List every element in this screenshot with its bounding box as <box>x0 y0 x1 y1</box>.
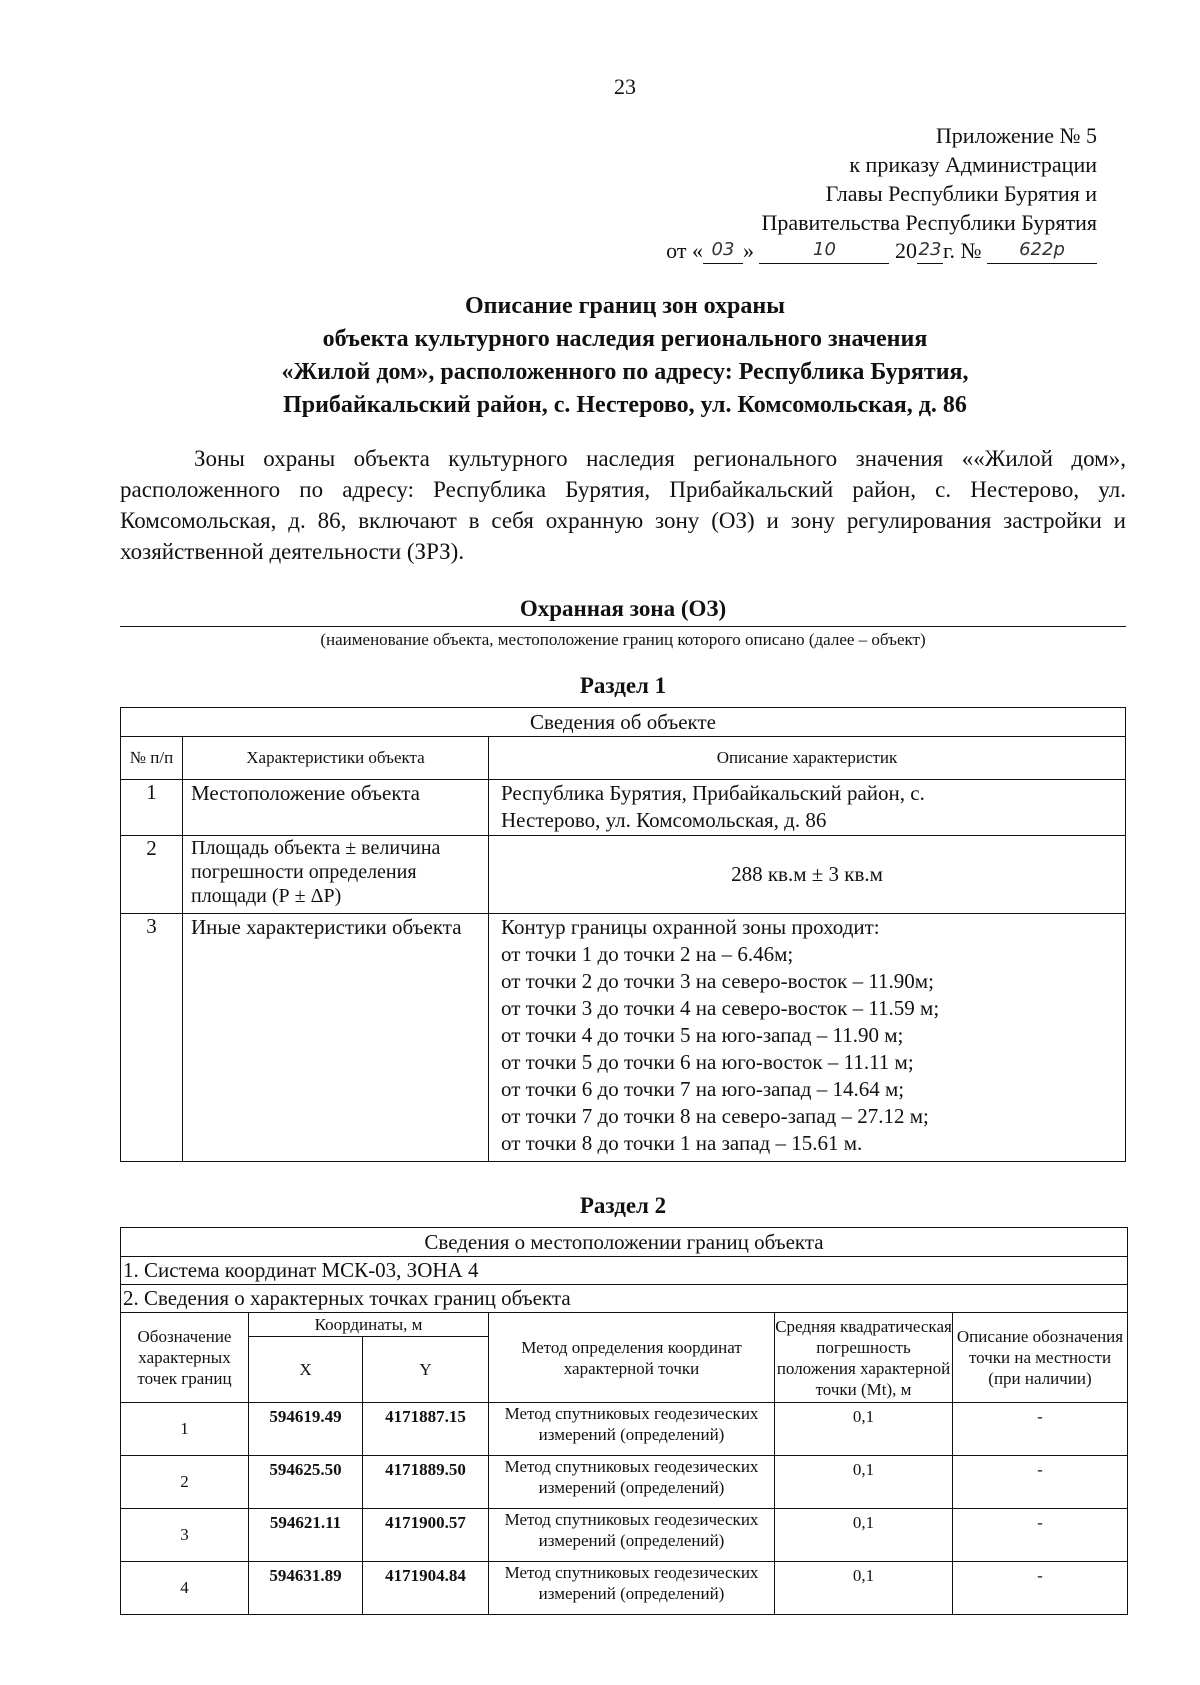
section1-title: Раздел 1 <box>579 673 667 698</box>
description-line: от точки 8 до точки 1 на запад – 15.61 м. <box>501 1131 863 1155</box>
section2-header: Сведения о местоположении границ объекта <box>121 1228 1128 1257</box>
coord-y: 4171887.15 <box>363 1403 489 1456</box>
table-row <box>121 1562 1128 1615</box>
row-characteristic: Иные характеристики объекта <box>183 914 489 1162</box>
description-line: Нестерово, ул. Комсомольская, д. 86 <box>501 808 827 832</box>
row-num: 3 <box>121 914 183 1162</box>
appendix-line: к приказу Администрации <box>849 152 1097 177</box>
error-value: 0,1 <box>775 1562 953 1615</box>
coord-system-row: 1. Система координат МСК-03, ЗОНА 4 <box>121 1257 1128 1285</box>
row-description <box>489 914 1126 1162</box>
description-line: Республика Бурятия, Прибайкальский район, с. <box>501 781 925 805</box>
year-prefix: 20 <box>894 238 917 263</box>
title-line: Прибайкальский район, с. Нестерово, ул. Комсомольская, д. 86 <box>283 392 967 418</box>
method: Метод спутниковых геодезических измерений (определений) <box>489 1403 775 1456</box>
description-line: от точки 3 до точки 4 на северо-восток – 11.59 м; <box>501 996 940 1020</box>
title-line: Описание границ зон охраны <box>465 293 785 319</box>
table-row <box>121 1456 1128 1509</box>
description-line: от точки 2 до точки 3 на северо-восток – 11.90м; <box>501 969 934 993</box>
method: Метод спутниковых геодезических измерений (определений) <box>489 1456 775 1509</box>
point-id: 1 <box>121 1403 249 1456</box>
col-note-header: Описание обозначения точки на местности (при наличии) <box>953 1313 1128 1403</box>
quote-close: » <box>742 238 754 263</box>
description-line: от точки 5 до точки 6 на юго-восток – 11.11 м; <box>501 1050 914 1074</box>
day-value: 03 <box>703 239 743 264</box>
col-desc-header: Описание характеристик <box>489 737 1126 780</box>
row-description: 288 кв.м ± 3 кв.м <box>489 836 1126 914</box>
coord-y: 4171904.84 <box>363 1562 489 1615</box>
point-id: 4 <box>121 1562 249 1615</box>
col-error-header: Средняя квадратическая погрешность положения характерной точки (Mt), м <box>775 1313 953 1403</box>
col-y-header: Y <box>363 1337 489 1403</box>
coord-y: 4171900.57 <box>363 1509 489 1562</box>
from-label: от « <box>666 238 703 263</box>
points-header-row: 2. Сведения о характерных точках границ объекта <box>121 1285 1128 1313</box>
col-coords-header: Координаты, м <box>249 1313 489 1337</box>
section2-title: Раздел 2 <box>579 1193 667 1218</box>
description-line: от точки 4 до точки 5 на юго-запад – 11.90 м; <box>501 1023 904 1047</box>
description-line: Контур границы охранной зоны проходит: <box>501 915 880 939</box>
coord-y: 4171889.50 <box>363 1456 489 1509</box>
document-title <box>120 290 1130 422</box>
description-line: от точки 6 до точки 7 на юго-запад – 14.64 м; <box>501 1077 905 1101</box>
table-row <box>121 1403 1128 1456</box>
appendix-line: Главы Республики Бурятия и <box>825 181 1097 206</box>
row-num: 1 <box>121 780 183 836</box>
zone-caption: (наименование объекта, местоположение границ которого описано (далее – объект) <box>320 630 926 649</box>
note-value: - <box>953 1403 1128 1456</box>
description-line: от точки 1 до точки 2 на – 6.46м; <box>501 942 794 966</box>
page-number: 23 <box>614 74 636 99</box>
error-value: 0,1 <box>775 1509 953 1562</box>
order-date-number-line <box>666 238 1097 264</box>
col-num-header: № п/п <box>121 737 183 780</box>
section1-table <box>120 707 1126 1162</box>
title-line: объекта культурного наследия регионального значения <box>322 326 928 352</box>
month-value: 10 <box>759 239 889 264</box>
point-id: 3 <box>121 1509 249 1562</box>
description-line: от точки 7 до точки 8 на северо-запад – 27.12 м; <box>501 1104 929 1128</box>
col-x-header: X <box>249 1337 363 1403</box>
note-value: - <box>953 1562 1128 1615</box>
method: Метод спутниковых геодезических измерений (определений) <box>489 1562 775 1615</box>
col-point-header: Обозначение характерных точек границ <box>121 1313 249 1403</box>
row-characteristic: Площадь объекта ± величина погрешности определения площади (Р ± ΔР) <box>183 836 489 914</box>
coord-x: 594625.50 <box>249 1456 363 1509</box>
col-method-header: Метод определения координат характерной точки <box>489 1313 775 1403</box>
year-suffix: 23 <box>917 239 943 264</box>
year-label: г. № <box>942 238 982 263</box>
title-line: «Жилой дом», расположенного по адресу: Республика Бурятия, <box>281 359 969 385</box>
col-char-header: Характеристики объекта <box>183 737 489 780</box>
row-description <box>489 780 1126 836</box>
zone-title: Охранная зона (ОЗ) <box>519 596 727 621</box>
row-characteristic: Местоположение объекта <box>183 780 489 836</box>
appendix-line: Правительства Республики Бурятия <box>761 210 1097 235</box>
table-row <box>121 1509 1128 1562</box>
coord-x: 594619.49 <box>249 1403 363 1456</box>
point-id: 2 <box>121 1456 249 1509</box>
method: Метод спутниковых геодезических измерений (определений) <box>489 1509 775 1562</box>
note-value: - <box>953 1456 1128 1509</box>
coord-x: 594631.89 <box>249 1562 363 1615</box>
row-num: 2 <box>121 836 183 914</box>
appendix-block <box>761 121 1097 237</box>
error-value: 0,1 <box>775 1403 953 1456</box>
zone-underline <box>120 626 1126 627</box>
note-value: - <box>953 1509 1128 1562</box>
section1-header: Сведения об объекте <box>121 708 1126 737</box>
intro-paragraph: Зоны охраны объекта культурного наследия регионального значения ««Жилой дом», расположенного по адресу: Республика Бурятия, Прибайкальский район, с. Нестерово, ул. Комсомольская, д. 86, включают в себя охранную зону (ОЗ) и зону регулирования застройки и хозяйственной деятельности (ЗРЗ). <box>120 446 1126 564</box>
error-value: 0,1 <box>775 1456 953 1509</box>
order-number: 622р <box>987 239 1097 264</box>
section2-table <box>120 1227 1128 1615</box>
coord-x: 594621.11 <box>249 1509 363 1562</box>
appendix-line: Приложение № 5 <box>935 123 1097 148</box>
